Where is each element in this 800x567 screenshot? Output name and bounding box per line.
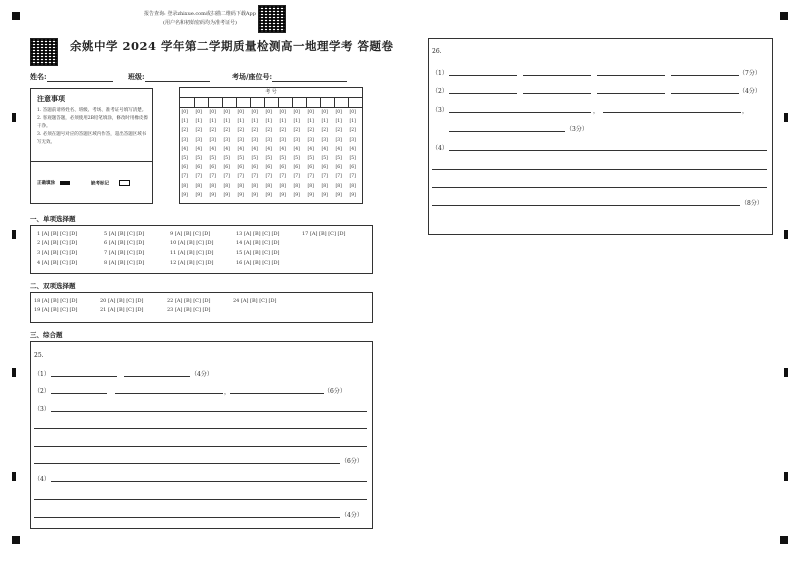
exam-digit-bubble[interactable]: [5] (237, 156, 244, 161)
exam-digit-bubble[interactable]: [1] (307, 119, 314, 125)
exam-digit-bubble[interactable]: [9] (307, 192, 314, 198)
exam-digit-bubble[interactable]: [4] (223, 146, 230, 152)
exam-digit-bubble[interactable]: [4] (335, 146, 342, 152)
exam-digit-bubble[interactable]: [5] (335, 156, 342, 161)
q25-part3-line[interactable] (34, 463, 340, 464)
name-label: 姓名: (30, 72, 47, 81)
exam-digit-bubble[interactable]: [6] (335, 165, 342, 171)
exam-number-label: 考 号 (180, 88, 362, 98)
exam-digit-bubble[interactable]: [3] (335, 137, 342, 143)
exam-digit-bubble[interactable]: [8] (293, 183, 300, 189)
single-choice-item[interactable]: 5 [A] [B] [C] [D] (104, 231, 145, 237)
exam-digit-bubble[interactable]: [3] (321, 137, 328, 143)
q25-part2-label: （2） (34, 388, 50, 395)
q26-part2-score: （4分） (739, 88, 761, 95)
q25-part2-blank[interactable] (115, 393, 223, 394)
double-choice-item[interactable]: 20 [A] [B] [C] [D] (100, 298, 144, 304)
exam-digit-bubble[interactable]: [8] (251, 183, 258, 189)
exam-digit-bubble[interactable]: [9] (279, 192, 286, 198)
student-qr-code (30, 38, 58, 66)
q26-part1-blank[interactable] (597, 75, 665, 76)
q26-part3-blank[interactable] (603, 112, 741, 113)
exam-digit-bubble[interactable]: [7] (195, 174, 202, 180)
exam-digit-bubble[interactable]: [3] (251, 137, 258, 143)
exam-digit-bubble[interactable]: [9] (237, 192, 244, 198)
exam-digit-bubble[interactable]: [8] (321, 183, 328, 189)
single-choice-item[interactable]: 17 [A] [B] [C] [D] (302, 231, 346, 237)
exam-digit-bubble[interactable]: [0] (321, 110, 328, 115)
report-note-line1: 报告查询: 登录zhixue.com或扫描二维码下载App (144, 11, 256, 17)
exam-digit-bubble[interactable]: [4] (209, 146, 216, 152)
exam-digit-bubble[interactable]: [7] (307, 174, 314, 180)
exam-digit-bubble[interactable]: [9] (349, 192, 356, 198)
exam-digit-bubble[interactable]: [8] (223, 183, 230, 189)
exam-digit-bubble[interactable]: [6] (321, 165, 328, 171)
single-choice-item[interactable]: 16 [A] [B] [C] [D] (236, 260, 280, 266)
q25-part2-blank[interactable] (51, 393, 107, 394)
q25-part3-line[interactable] (51, 411, 367, 412)
timing-mark (784, 230, 788, 239)
q25-part1-label: （1） (34, 371, 50, 378)
exam-digit-bubble[interactable]: [6] (251, 165, 258, 171)
exam-digit-bubble[interactable]: [7] (265, 174, 272, 180)
q26-part3-blank[interactable] (449, 112, 591, 113)
exam-digit-bubble[interactable]: [5] (195, 156, 202, 161)
notice-item: 1. 答题前请将姓名、班级、考场、准考证号填写清楚。 (37, 108, 147, 113)
single-choice-item[interactable]: 10 [A] [B] [C] [D] (170, 240, 214, 246)
exam-digit-bubble[interactable]: [8] (279, 183, 286, 189)
q25-part4-line[interactable] (51, 481, 367, 482)
exam-digit-bubble[interactable]: [2] (307, 128, 314, 134)
q26-part2-blank[interactable] (449, 93, 517, 94)
q25-part3-score: （6分） (341, 458, 363, 465)
single-choice-item[interactable]: 12 [A] [B] [C] [D] (170, 260, 214, 266)
exam-digit-bubble[interactable]: [6] (349, 165, 356, 171)
q26-part4-line[interactable] (449, 150, 767, 151)
exam-digit-bubble[interactable]: [5] (321, 156, 328, 161)
exam-digit-bubble[interactable]: [9] (265, 192, 272, 198)
exam-digit-bubble[interactable]: [1] (349, 119, 356, 125)
notice-item: 3. 必须在题号对应的答题区域内作答，超出答题区域书写无效。 (37, 132, 147, 145)
single-choice-item[interactable]: 11 [A] [B] [C] [D] (170, 250, 214, 256)
exam-digit-bubble[interactable]: [3] (265, 137, 272, 143)
single-choice-item[interactable]: 6 [A] [B] [C] [D] (104, 240, 145, 246)
exam-digit-bubble[interactable]: [6] (237, 165, 244, 171)
name-field[interactable] (30, 72, 113, 82)
exam-digit-bubble[interactable]: [0] (181, 110, 188, 115)
exam-digit-bubble[interactable]: [8] (237, 183, 244, 189)
single-choice-item[interactable]: 4 [A] [B] [C] [D] (37, 260, 78, 266)
q25-part1-blank[interactable] (51, 376, 117, 377)
exam-digit-bubble[interactable]: [1] (265, 119, 272, 125)
timing-mark (12, 368, 16, 377)
q25-number: 25. (34, 352, 44, 359)
exam-digit-bubble[interactable]: [4] (321, 146, 328, 152)
exam-digit-bubble[interactable]: [2] (321, 128, 328, 134)
timing-mark (780, 12, 788, 20)
exam-digit-bubble[interactable]: [4] (307, 146, 314, 152)
exam-digit-bubble[interactable]: [9] (195, 192, 202, 198)
single-choice-item[interactable]: 1 [A] [B] [C] [D] (37, 231, 78, 237)
exam-digit-bubble[interactable]: [7] (251, 174, 258, 180)
q25-part1-score: （4分） (191, 371, 213, 378)
double-choice-item[interactable]: 24 [A] [B] [C] [D] (233, 298, 277, 304)
exam-digit-bubble[interactable]: [7] (321, 174, 328, 180)
single-choice-heading: 一、单项选择题 (30, 215, 76, 223)
q26-part1-label: （1） (432, 70, 448, 77)
exam-digit-bubble[interactable]: [7] (237, 174, 244, 180)
exam-digit-bubble[interactable]: [6] (223, 165, 230, 171)
exam-digit-bubble[interactable]: [5] (223, 156, 230, 161)
exam-digit-bubble[interactable]: [6] (209, 165, 216, 171)
double-choice-item[interactable]: 21 [A] [B] [C] [D] (100, 307, 144, 313)
exam-digit-bubble[interactable]: [8] (307, 183, 314, 189)
exam-digit-bubble[interactable]: [3] (181, 137, 188, 143)
single-choice-item[interactable]: 15 [A] [B] [C] [D] (236, 250, 280, 256)
exam-digit-bubble[interactable]: [2] (181, 128, 188, 134)
notice-item: 2. 客观题答题，必须使用2B铅笔填涂，修改时用橡皮擦干净。 (37, 116, 148, 129)
timing-mark (784, 113, 788, 122)
exam-digit-bubble[interactable]: [8] (335, 183, 342, 189)
timing-mark (784, 368, 788, 377)
exam-digit-bubble[interactable]: [2] (265, 128, 272, 134)
exam-digit-bubble[interactable]: [4] (293, 146, 300, 152)
q26-part4-line[interactable] (432, 169, 767, 170)
exam-digit-bubble[interactable]: [4] (195, 146, 202, 152)
report-note-line2: (用户名和初始密码均为准考证号) (163, 20, 237, 26)
exam-digit-bubble[interactable]: [7] (335, 174, 342, 180)
exam-digit-bubble[interactable]: [6] (265, 165, 272, 171)
single-choice-item[interactable]: 2 [A] [B] [C] [D] (37, 240, 78, 246)
exam-digit-bubble[interactable]: [2] (251, 128, 258, 134)
q26-part2-label: （2） (432, 88, 448, 95)
exam-digit-bubble[interactable]: [2] (237, 128, 244, 134)
exam-digit-bubble[interactable]: [1] (209, 119, 216, 125)
q26-part3-blank[interactable] (449, 131, 565, 132)
exam-digit-bubble[interactable]: [3] (237, 137, 244, 143)
exam-digit-bubble[interactable]: [8] (181, 183, 188, 189)
exam-digit-bubble[interactable]: [7] (209, 174, 216, 180)
exam-digit-bubble[interactable]: [1] (293, 119, 300, 125)
exam-digit-bubble[interactable]: [6] (279, 165, 286, 171)
exam-digit-bubble[interactable]: [0] (293, 110, 300, 115)
exam-digit-bubble[interactable]: [3] (223, 137, 230, 143)
room-field[interactable] (232, 72, 347, 82)
class-label: 班级: (128, 72, 145, 81)
exam-digit-bubble[interactable]: [5] (209, 156, 216, 161)
single-choice-item[interactable]: 14 [A] [B] [C] [D] (236, 240, 280, 246)
exam-digit-bubble[interactable]: [2] (279, 128, 286, 134)
q25-part2-score: （6分） (324, 388, 346, 395)
q26-part1-score: （7分） (739, 70, 761, 77)
exam-digit-bubble[interactable]: [1] (335, 119, 342, 125)
exam-digit-bubble[interactable]: [4] (265, 146, 272, 152)
exam-digit-bubble[interactable]: [0] (279, 110, 286, 115)
room-label: 考场/座位号: (232, 72, 273, 81)
exam-digit-bubble[interactable]: [0] (335, 110, 342, 115)
double-choice-item[interactable]: 22 [A] [B] [C] [D] (167, 298, 211, 304)
exam-digit-bubble[interactable]: [1] (181, 119, 188, 125)
exam-digit-bubble[interactable]: [5] (349, 156, 356, 161)
notice-box (30, 88, 153, 204)
exam-digit-bubble[interactable]: [8] (195, 183, 202, 189)
single-choice-item[interactable]: 9 [A] [B] [C] [D] (170, 231, 211, 237)
exam-digit-bubble[interactable]: [6] (307, 165, 314, 171)
exam-digit-bubble[interactable]: [5] (293, 156, 300, 161)
exam-digit-bubble[interactable]: [0] (251, 110, 258, 115)
q26-part2-blank[interactable] (523, 93, 591, 94)
q25-part3-line[interactable] (34, 428, 367, 429)
exam-digit-bubble[interactable]: [6] (195, 165, 202, 171)
class-field[interactable] (128, 72, 210, 82)
timing-mark (12, 12, 20, 20)
q25-part4-line[interactable] (34, 499, 367, 500)
q25-part4-label: （4） (34, 476, 50, 483)
exam-digit-bubble[interactable]: [4] (251, 146, 258, 152)
download-qr-code (258, 5, 286, 33)
single-choice-item[interactable]: 7 [A] [B] [C] [D] (104, 250, 145, 256)
q25-part4-line[interactable] (34, 517, 340, 518)
exam-digit-bubble[interactable]: [0] (349, 110, 356, 115)
timing-mark (12, 113, 16, 122)
exam-digit-bubble[interactable]: [0] (223, 110, 230, 115)
timing-mark (784, 472, 788, 481)
q26-part2-blank[interactable] (597, 93, 665, 94)
q26-part1-blank[interactable] (671, 75, 739, 76)
exam-digit-bubble[interactable]: [2] (223, 128, 230, 134)
notice-title: 注意事项 (37, 94, 65, 103)
exam-digit-bubble[interactable]: [3] (279, 137, 286, 143)
single-choice-item[interactable]: 3 [A] [B] [C] [D] (37, 250, 78, 256)
q26-part4-line[interactable] (432, 205, 740, 206)
exam-digit-bubble[interactable]: [1] (237, 119, 244, 125)
exam-digit-bubble[interactable]: [9] (209, 192, 216, 198)
exam-digit-bubble[interactable]: [1] (195, 119, 202, 125)
q25-part2-comma: ， (224, 389, 231, 396)
exam-digit-bubble[interactable]: [2] (209, 128, 216, 134)
exam-digit-bubble[interactable]: [5] (181, 156, 188, 161)
exam-digit-bubble[interactable]: [5] (279, 156, 286, 161)
q26-part2-blank[interactable] (671, 93, 739, 94)
exam-digit-bubble[interactable]: [6] (293, 165, 300, 171)
exam-digit-bubble[interactable]: [9] (321, 192, 328, 198)
double-choice-item[interactable]: 19 [A] [B] [C] [D] (34, 307, 78, 313)
q26-part4-score: （8分） (741, 200, 763, 207)
exam-digit-bubble[interactable]: [3] (293, 137, 300, 143)
exam-digit-bubble[interactable]: [3] (349, 137, 356, 143)
double-choice-heading: 二、双项选择题 (30, 282, 76, 290)
exam-digit-bubble[interactable]: [7] (181, 174, 188, 180)
exam-digit-bubble[interactable]: [3] (195, 137, 202, 143)
q25-part3-label: （3） (34, 406, 50, 413)
correct-fill-label: 正确填涂 (37, 180, 70, 186)
absent-mark-field[interactable]: 缺考标记 (91, 180, 130, 187)
q25-answer-box[interactable] (30, 341, 373, 529)
exam-digit-bubble[interactable]: [8] (349, 183, 356, 189)
single-choice-item[interactable]: 8 [A] [B] [C] [D] (104, 260, 145, 266)
q25-part1-blank[interactable] (124, 376, 190, 377)
exam-digit-bubble[interactable]: [5] (307, 156, 314, 161)
exam-digit-bubble[interactable]: [0] (209, 110, 216, 115)
exam-digit-bubble[interactable]: [2] (293, 128, 300, 134)
exam-digit-bubble[interactable]: [9] (293, 192, 300, 198)
exam-digit-bubble[interactable]: [3] (307, 137, 314, 143)
exam-digit-bubble[interactable]: [9] (223, 192, 230, 198)
exam-digit-bubble[interactable]: [1] (321, 119, 328, 125)
exam-digit-bubble[interactable]: [4] (349, 146, 356, 152)
page-title: 余姚中学 2024 学年第二学期质量检测高一地理学考 答题卷 (70, 39, 394, 53)
q26-part4-line[interactable] (432, 187, 767, 188)
comprehensive-heading: 三、综合题 (30, 331, 63, 339)
exam-digit-bubble[interactable]: [2] (335, 128, 342, 134)
q26-part4-label: （4） (432, 145, 448, 152)
exam-digit-bubble[interactable]: [9] (335, 192, 342, 198)
exam-digit-bubble[interactable]: [7] (279, 174, 286, 180)
q26-part3-end: ， (742, 108, 749, 115)
exam-digit-bubble[interactable]: [9] (181, 192, 188, 198)
exam-digit-bubble[interactable]: [7] (349, 174, 356, 180)
double-choice-item[interactable]: 23 [A] [B] [C] [D] (167, 307, 211, 313)
q26-number: 26. (432, 48, 442, 55)
q26-part3-comma: ， (593, 108, 600, 115)
q26-part1-blank[interactable] (523, 75, 591, 76)
exam-digit-bubble[interactable]: [4] (279, 146, 286, 152)
exam-digit-bubble[interactable]: [8] (209, 183, 216, 189)
exam-digit-bubble[interactable]: [1] (251, 119, 258, 125)
exam-digit-bubble[interactable]: [0] (237, 110, 244, 115)
exam-digit-bubble[interactable]: [4] (181, 146, 188, 152)
q25-part4-score: （4分） (341, 512, 363, 519)
q26-part3-score: （3分） (566, 126, 588, 133)
q25-part3-line[interactable] (34, 446, 367, 447)
exam-digit-bubble[interactable]: [3] (209, 137, 216, 143)
exam-digit-bubble[interactable]: [0] (307, 110, 314, 115)
double-choice-item[interactable]: 18 [A] [B] [C] [D] (34, 298, 78, 304)
exam-digit-bubble[interactable]: [7] (223, 174, 230, 180)
exam-number-grid[interactable] (179, 87, 363, 204)
q26-answer-box[interactable] (428, 38, 773, 235)
q26-part1-blank[interactable] (449, 75, 517, 76)
q26-part3-label: （3） (432, 107, 448, 114)
exam-digit-bubble[interactable]: [2] (349, 128, 356, 134)
exam-digit-bubble[interactable]: [8] (265, 183, 272, 189)
exam-digit-bubble[interactable]: [5] (251, 156, 258, 161)
exam-digit-bubble[interactable]: [5] (265, 156, 272, 161)
exam-digit-bubble[interactable]: [0] (265, 110, 272, 115)
exam-digit-bubble[interactable]: [1] (279, 119, 286, 125)
exam-digit-bubble[interactable]: [1] (223, 119, 230, 125)
exam-digit-bubble[interactable]: [9] (251, 192, 258, 198)
timing-mark (12, 472, 16, 481)
exam-digit-bubble[interactable]: [7] (293, 174, 300, 180)
exam-digit-bubble[interactable]: [2] (195, 128, 202, 134)
q25-part2-blank[interactable] (230, 393, 324, 394)
single-choice-item[interactable]: 13 [A] [B] [C] [D] (236, 231, 280, 237)
timing-mark (12, 536, 20, 544)
exam-digit-bubble[interactable]: [6] (181, 165, 188, 171)
exam-digit-bubble[interactable]: [0] (195, 110, 202, 115)
timing-mark (780, 536, 788, 544)
timing-mark (12, 230, 16, 239)
exam-digit-bubble[interactable]: [4] (237, 146, 244, 152)
